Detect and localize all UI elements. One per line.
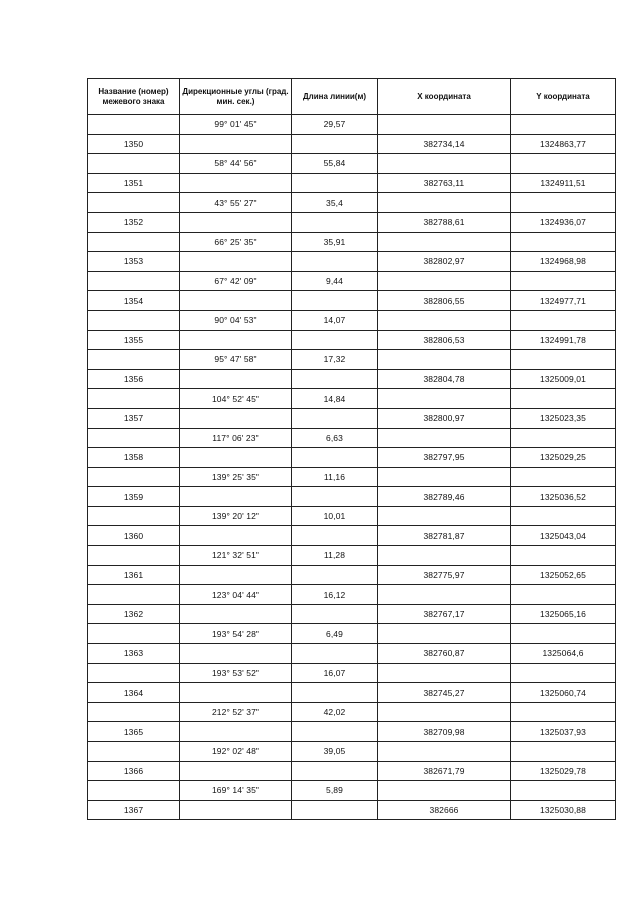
y-coordinate-cell	[511, 310, 616, 330]
line-length-cell	[292, 487, 378, 507]
marker-name-cell: 1364	[88, 683, 180, 703]
line-length-cell	[292, 761, 378, 781]
x-coordinate-cell: 382709,98	[378, 722, 511, 742]
direction-angle-cell: 58° 44' 56"	[180, 154, 292, 174]
x-coordinate-cell	[378, 742, 511, 762]
marker-name-cell	[88, 742, 180, 762]
x-coordinate-cell	[378, 467, 511, 487]
line-length-cell	[292, 291, 378, 311]
marker-name-cell: 1360	[88, 526, 180, 546]
x-coordinate-cell	[378, 663, 511, 683]
x-coordinate-cell	[378, 350, 511, 370]
direction-angle-cell	[180, 604, 292, 624]
x-coordinate-cell	[378, 506, 511, 526]
segment-row	[88, 742, 616, 762]
x-coordinate-cell	[378, 115, 511, 135]
y-coordinate-cell	[511, 428, 616, 448]
x-coordinate-cell	[378, 232, 511, 252]
y-coordinate-cell: 1325037,93	[511, 722, 616, 742]
line-length-cell: 29,57	[292, 115, 378, 135]
marker-name-cell	[88, 428, 180, 448]
segment-row	[88, 350, 616, 370]
direction-angle-cell	[180, 330, 292, 350]
point-row	[88, 134, 616, 154]
direction-angle-cell: 193° 54' 28"	[180, 624, 292, 644]
marker-name-cell: 1350	[88, 134, 180, 154]
point-row	[88, 291, 616, 311]
y-coordinate-cell: 1324991,78	[511, 330, 616, 350]
y-coordinate-cell	[511, 781, 616, 801]
y-coordinate-cell	[511, 154, 616, 174]
direction-angle-cell	[180, 683, 292, 703]
line-length-cell	[292, 330, 378, 350]
marker-name-cell	[88, 389, 180, 409]
x-coordinate-cell: 382806,53	[378, 330, 511, 350]
line-length-cell	[292, 448, 378, 468]
x-coordinate-cell: 382804,78	[378, 369, 511, 389]
y-coordinate-cell: 1325052,65	[511, 565, 616, 585]
x-coordinate-cell	[378, 271, 511, 291]
segment-row	[88, 467, 616, 487]
y-coordinate-cell: 1325036,52	[511, 487, 616, 507]
point-row	[88, 487, 616, 507]
direction-angle-cell: 169° 14' 35"	[180, 781, 292, 801]
y-coordinate-cell	[511, 546, 616, 566]
direction-angle-cell	[180, 252, 292, 272]
direction-angle-cell: 90° 04' 53"	[180, 310, 292, 330]
segment-row	[88, 663, 616, 683]
x-coordinate-cell	[378, 428, 511, 448]
x-coordinate-cell	[378, 310, 511, 330]
header-direction-angle: Дирекционные углы (град. мин. сек.)	[180, 79, 292, 115]
marker-name-cell: 1367	[88, 800, 180, 820]
line-length-cell: 14,07	[292, 310, 378, 330]
y-coordinate-cell: 1324936,07	[511, 212, 616, 232]
marker-name-cell: 1358	[88, 448, 180, 468]
point-row	[88, 212, 616, 232]
point-row	[88, 369, 616, 389]
segment-row	[88, 546, 616, 566]
segment-row	[88, 506, 616, 526]
segment-row	[88, 624, 616, 644]
y-coordinate-cell: 1325029,78	[511, 761, 616, 781]
marker-name-cell: 1362	[88, 604, 180, 624]
line-length-cell	[292, 722, 378, 742]
header-x-coordinate: X координата	[378, 79, 511, 115]
direction-angle-cell: 117° 06' 23"	[180, 428, 292, 448]
line-length-cell: 55,84	[292, 154, 378, 174]
marker-name-cell	[88, 506, 180, 526]
table-header-row	[88, 79, 616, 115]
marker-name-cell	[88, 193, 180, 213]
direction-angle-cell	[180, 291, 292, 311]
marker-name-cell: 1359	[88, 487, 180, 507]
y-coordinate-cell	[511, 702, 616, 722]
line-length-cell: 42,02	[292, 702, 378, 722]
segment-row	[88, 154, 616, 174]
line-length-cell	[292, 408, 378, 428]
x-coordinate-cell: 382767,17	[378, 604, 511, 624]
line-length-cell: 6,49	[292, 624, 378, 644]
direction-angle-cell	[180, 487, 292, 507]
direction-angle-cell	[180, 134, 292, 154]
x-coordinate-cell: 382800,97	[378, 408, 511, 428]
direction-angle-cell: 95° 47' 58"	[180, 350, 292, 370]
y-coordinate-cell	[511, 742, 616, 762]
point-row	[88, 683, 616, 703]
x-coordinate-cell: 382734,14	[378, 134, 511, 154]
direction-angle-cell	[180, 212, 292, 232]
x-coordinate-cell: 382775,97	[378, 565, 511, 585]
y-coordinate-cell: 1325064,6	[511, 644, 616, 664]
x-coordinate-cell	[378, 702, 511, 722]
line-length-cell	[292, 526, 378, 546]
y-coordinate-cell	[511, 232, 616, 252]
y-coordinate-cell	[511, 271, 616, 291]
marker-name-cell: 1351	[88, 173, 180, 193]
point-row	[88, 526, 616, 546]
direction-angle-cell: 123° 04' 44"	[180, 585, 292, 605]
line-length-cell	[292, 800, 378, 820]
direction-angle-cell	[180, 369, 292, 389]
direction-angle-cell: 212° 52' 37"	[180, 702, 292, 722]
segment-row	[88, 310, 616, 330]
header-line-length: Длина линии(м)	[292, 79, 378, 115]
direction-angle-cell: 192° 02' 48"	[180, 742, 292, 762]
x-coordinate-cell: 382789,46	[378, 487, 511, 507]
y-coordinate-cell: 1324977,71	[511, 291, 616, 311]
segment-row	[88, 389, 616, 409]
marker-name-cell: 1365	[88, 722, 180, 742]
y-coordinate-cell	[511, 506, 616, 526]
x-coordinate-cell: 382666	[378, 800, 511, 820]
y-coordinate-cell: 1325043,04	[511, 526, 616, 546]
x-coordinate-cell: 382788,61	[378, 212, 511, 232]
direction-angle-cell	[180, 173, 292, 193]
segment-row	[88, 271, 616, 291]
line-length-cell: 6,63	[292, 428, 378, 448]
x-coordinate-cell: 382797,95	[378, 448, 511, 468]
marker-name-cell: 1353	[88, 252, 180, 272]
y-coordinate-cell: 1325065,16	[511, 604, 616, 624]
x-coordinate-cell	[378, 154, 511, 174]
y-coordinate-cell	[511, 663, 616, 683]
point-row	[88, 800, 616, 820]
point-row	[88, 565, 616, 585]
y-coordinate-cell: 1325009,01	[511, 369, 616, 389]
x-coordinate-cell: 382671,79	[378, 761, 511, 781]
x-coordinate-cell: 382781,87	[378, 526, 511, 546]
direction-angle-cell: 67° 42' 09"	[180, 271, 292, 291]
x-coordinate-cell	[378, 389, 511, 409]
line-length-cell: 11,28	[292, 546, 378, 566]
x-coordinate-cell	[378, 585, 511, 605]
y-coordinate-cell	[511, 585, 616, 605]
direction-angle-cell	[180, 526, 292, 546]
x-coordinate-cell: 382745,27	[378, 683, 511, 703]
marker-name-cell	[88, 154, 180, 174]
direction-angle-cell	[180, 722, 292, 742]
segment-row	[88, 193, 616, 213]
y-coordinate-cell	[511, 350, 616, 370]
point-row	[88, 173, 616, 193]
line-length-cell: 11,16	[292, 467, 378, 487]
marker-name-cell: 1366	[88, 761, 180, 781]
segment-row	[88, 585, 616, 605]
y-coordinate-cell: 1324911,51	[511, 173, 616, 193]
direction-angle-cell	[180, 761, 292, 781]
line-length-cell: 35,91	[292, 232, 378, 252]
header-y-coordinate: Y координата	[511, 79, 616, 115]
direction-angle-cell: 139° 20' 12"	[180, 506, 292, 526]
line-length-cell: 35,4	[292, 193, 378, 213]
x-coordinate-cell	[378, 193, 511, 213]
segment-row	[88, 115, 616, 135]
boundary-coordinates-table	[87, 78, 616, 820]
x-coordinate-cell	[378, 781, 511, 801]
segment-row	[88, 702, 616, 722]
y-coordinate-cell: 1324968,98	[511, 252, 616, 272]
marker-name-cell	[88, 781, 180, 801]
line-length-cell: 16,07	[292, 663, 378, 683]
line-length-cell: 17,32	[292, 350, 378, 370]
x-coordinate-cell: 382802,97	[378, 252, 511, 272]
line-length-cell	[292, 173, 378, 193]
direction-angle-cell: 99° 01' 45"	[180, 115, 292, 135]
x-coordinate-cell	[378, 546, 511, 566]
y-coordinate-cell	[511, 389, 616, 409]
x-coordinate-cell: 382760,87	[378, 644, 511, 664]
point-row	[88, 448, 616, 468]
y-coordinate-cell: 1324863,77	[511, 134, 616, 154]
point-row	[88, 604, 616, 624]
x-coordinate-cell: 382763,11	[378, 173, 511, 193]
marker-name-cell	[88, 624, 180, 644]
line-length-cell	[292, 369, 378, 389]
direction-angle-cell: 139° 25' 35"	[180, 467, 292, 487]
line-length-cell	[292, 644, 378, 664]
line-length-cell	[292, 212, 378, 232]
marker-name-cell	[88, 702, 180, 722]
marker-name-cell	[88, 585, 180, 605]
y-coordinate-cell	[511, 624, 616, 644]
marker-name-cell	[88, 546, 180, 566]
segment-row	[88, 232, 616, 252]
line-length-cell	[292, 604, 378, 624]
marker-name-cell	[88, 467, 180, 487]
y-coordinate-cell	[511, 193, 616, 213]
segment-row	[88, 428, 616, 448]
direction-angle-cell: 193° 53' 52"	[180, 663, 292, 683]
marker-name-cell: 1363	[88, 644, 180, 664]
direction-angle-cell	[180, 448, 292, 468]
point-row	[88, 408, 616, 428]
point-row	[88, 722, 616, 742]
marker-name-cell	[88, 310, 180, 330]
marker-name-cell	[88, 350, 180, 370]
table-body	[88, 115, 616, 820]
line-length-cell	[292, 683, 378, 703]
point-row	[88, 330, 616, 350]
direction-angle-cell: 104° 52' 45"	[180, 389, 292, 409]
marker-name-cell: 1361	[88, 565, 180, 585]
marker-name-cell: 1357	[88, 408, 180, 428]
line-length-cell: 5,89	[292, 781, 378, 801]
y-coordinate-cell	[511, 467, 616, 487]
marker-name-cell	[88, 115, 180, 135]
point-row	[88, 644, 616, 664]
direction-angle-cell	[180, 565, 292, 585]
x-coordinate-cell: 382806,55	[378, 291, 511, 311]
line-length-cell: 16,12	[292, 585, 378, 605]
y-coordinate-cell: 1325060,74	[511, 683, 616, 703]
line-length-cell: 9,44	[292, 271, 378, 291]
x-coordinate-cell	[378, 624, 511, 644]
marker-name-cell: 1356	[88, 369, 180, 389]
line-length-cell: 39,05	[292, 742, 378, 762]
y-coordinate-cell	[511, 115, 616, 135]
marker-name-cell	[88, 663, 180, 683]
marker-name-cell: 1354	[88, 291, 180, 311]
marker-name-cell	[88, 232, 180, 252]
line-length-cell	[292, 252, 378, 272]
direction-angle-cell	[180, 408, 292, 428]
segment-row	[88, 781, 616, 801]
line-length-cell: 14,84	[292, 389, 378, 409]
direction-angle-cell: 43° 55' 27"	[180, 193, 292, 213]
line-length-cell: 10,01	[292, 506, 378, 526]
direction-angle-cell: 66° 25' 35"	[180, 232, 292, 252]
y-coordinate-cell: 1325029,25	[511, 448, 616, 468]
y-coordinate-cell: 1325030,88	[511, 800, 616, 820]
marker-name-cell	[88, 271, 180, 291]
y-coordinate-cell: 1325023,35	[511, 408, 616, 428]
point-row	[88, 252, 616, 272]
direction-angle-cell	[180, 644, 292, 664]
marker-name-cell: 1352	[88, 212, 180, 232]
direction-angle-cell	[180, 800, 292, 820]
line-length-cell	[292, 565, 378, 585]
line-length-cell	[292, 134, 378, 154]
direction-angle-cell: 121° 32' 51"	[180, 546, 292, 566]
header-marker-name: Название (номер) межевого знака	[88, 79, 180, 115]
marker-name-cell: 1355	[88, 330, 180, 350]
point-row	[88, 761, 616, 781]
